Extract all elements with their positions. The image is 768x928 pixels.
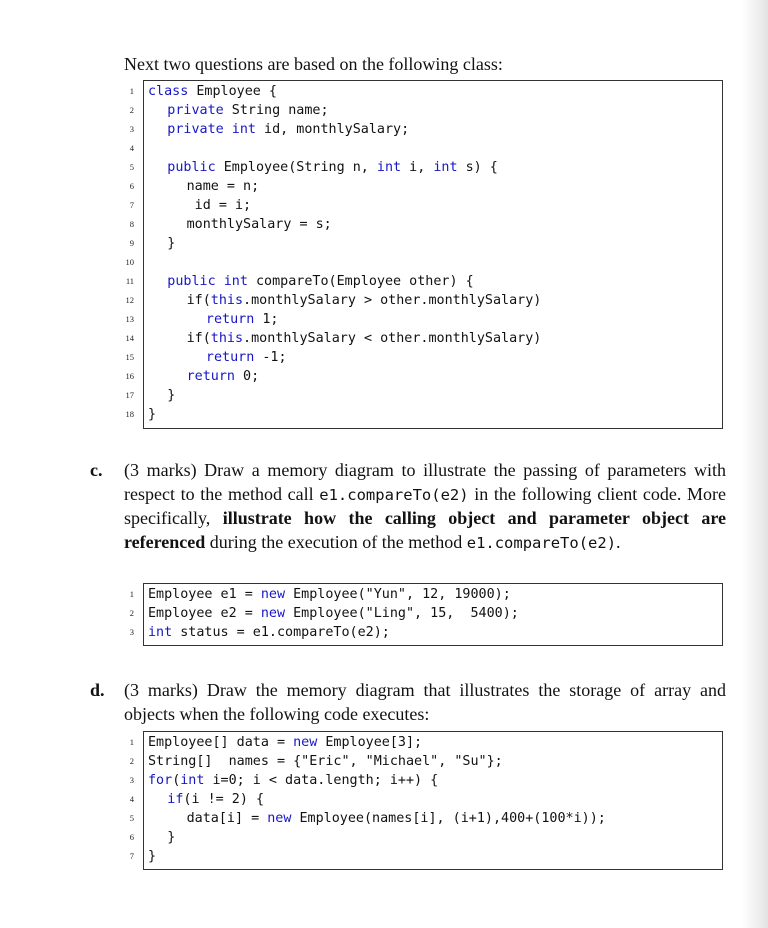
code-keyword: private int (167, 122, 256, 137)
line-number: 7 (129, 200, 134, 210)
line-number: 4 (129, 143, 134, 153)
inline-code: e1.compareTo(e2) (319, 485, 469, 504)
line-number: 17 (125, 390, 134, 400)
code-keyword: int (376, 160, 402, 175)
code-text: monthlySalary = s; (186, 217, 332, 232)
code-text: Employee[] data = (148, 735, 294, 750)
code-line (125, 310, 722, 329)
code-line (129, 733, 722, 752)
code-text: } (167, 830, 176, 845)
code-keyword: public (167, 160, 216, 175)
code-line (129, 82, 722, 101)
line-number: 13 (125, 314, 134, 324)
code-line (129, 604, 722, 623)
code-line (125, 291, 722, 310)
code-line (125, 405, 722, 424)
code-keyword: this (210, 331, 244, 346)
line-number: 1 (129, 737, 134, 747)
code-line (125, 386, 722, 405)
question-c (90, 459, 726, 555)
code-line (129, 177, 722, 196)
code-text: compareTo(Employee other) { (247, 274, 474, 289)
line-number: 9 (129, 238, 134, 248)
line-number: 1 (129, 589, 134, 599)
page-edge-shadow (742, 0, 768, 928)
question-d-label: d. (90, 680, 105, 700)
code-text: Employee[3]; (317, 735, 423, 750)
line-number: 1 (129, 86, 134, 96)
line-number: 5 (129, 162, 134, 172)
paragraph-text: (3 marks) Draw a memory diagram to illustrate the passing of parameters with respect to the method call (124, 460, 726, 504)
inline-code: e1.compareTo(e2) (466, 533, 617, 552)
code-text: 1; (254, 312, 279, 327)
question-d (90, 679, 726, 726)
code-keyword: for (148, 773, 173, 788)
code-text: 0; (234, 369, 260, 384)
code-line (125, 253, 722, 272)
code-line (125, 367, 722, 386)
paragraph-text: in the following client code. More specifically, (124, 483, 727, 528)
line-number: 12 (125, 295, 134, 305)
code-keyword: int (180, 773, 205, 788)
emphasis-text: illustrate how the calling object and parameter object are referenced (124, 508, 726, 552)
paragraph-text: (3 marks) Draw the memory diagram that illustrates the storage of array and objects when the following code executes: (124, 680, 726, 724)
code-keyword: int (433, 160, 458, 175)
code-keyword: public int (167, 274, 248, 289)
line-number: 2 (129, 756, 134, 766)
code-text: -1; (254, 350, 287, 365)
code-keyword: if (167, 792, 184, 807)
code-keyword: return (205, 350, 255, 365)
line-number: 10 (125, 257, 134, 267)
code-text: s) { (457, 160, 498, 175)
code-text: if( (186, 331, 211, 346)
intro-text: Next two questions are based on the following class: (124, 54, 503, 74)
code-line (129, 847, 722, 866)
question-c-label: c. (90, 460, 103, 480)
code-line (125, 348, 722, 367)
line-number: 11 (125, 276, 134, 286)
code-keyword: new (260, 587, 286, 602)
client-code-block (129, 583, 723, 646)
code-text: } (167, 236, 176, 251)
code-keyword: this (210, 293, 244, 308)
code-text: String name; (223, 103, 329, 118)
code-text: ( (172, 773, 181, 788)
paragraph-text: . (616, 531, 621, 552)
code-text: data[i] = (186, 811, 268, 826)
code-keyword: private (167, 103, 224, 118)
code-line (129, 101, 722, 120)
line-number: 2 (129, 608, 134, 618)
class-code-block (125, 80, 723, 429)
code-text: Employee e2 = (148, 606, 261, 621)
code-line (129, 828, 722, 847)
code-keyword: return (186, 369, 235, 384)
line-number: 14 (125, 333, 134, 343)
array-code-block (129, 731, 723, 870)
code-text: Employee("Yun", 12, 19000); (285, 587, 511, 602)
code-text: if( (186, 293, 211, 308)
code-text: id, monthlySalary; (255, 122, 410, 137)
code-line (129, 585, 722, 604)
line-number: 6 (129, 832, 134, 842)
code-text: (i != 2) { (183, 792, 265, 807)
code-text: status = e1.compareTo(e2); (172, 625, 390, 640)
question-d-text (124, 679, 726, 726)
code-text: } (148, 407, 157, 422)
line-number: 6 (129, 181, 134, 191)
code-line (129, 790, 722, 809)
code-text: id = i; (186, 198, 252, 213)
code-line (129, 234, 722, 253)
code-text: } (148, 849, 157, 864)
code-keyword: new (260, 606, 286, 621)
code-text: .monthlySalary > other.monthlySalary) (243, 293, 542, 308)
code-keyword: new (293, 735, 318, 750)
line-number: 4 (129, 794, 134, 804)
line-number: 8 (129, 219, 134, 229)
code-keyword: int (148, 625, 173, 640)
code-text: Employee(String n, (215, 160, 377, 175)
code-line (129, 120, 722, 139)
code-text: Employee e1 = (148, 587, 261, 602)
line-number: 2 (129, 105, 134, 115)
code-text: name = n; (186, 179, 260, 194)
code-line (129, 139, 722, 158)
code-text: Employee("Ling", 15, 5400); (285, 606, 519, 621)
line-number: 7 (129, 851, 134, 861)
code-line (125, 272, 722, 291)
code-line (129, 158, 722, 177)
code-keyword: return (205, 312, 255, 327)
code-text: .monthlySalary < other.monthlySalary) (243, 331, 542, 346)
code-text: i=0; i < data.length; i++) { (204, 773, 439, 788)
code-keyword: class (148, 84, 189, 99)
code-keyword: new (267, 811, 292, 826)
code-line (129, 196, 722, 215)
question-c-text (124, 459, 726, 555)
code-line (129, 809, 722, 828)
code-text: } (167, 388, 176, 403)
code-line (129, 752, 722, 771)
line-number: 3 (129, 775, 134, 785)
line-number: 5 (129, 813, 134, 823)
code-line (129, 623, 722, 642)
line-number: 15 (125, 352, 134, 362)
code-text: i, (401, 160, 434, 175)
code-line (129, 215, 722, 234)
code-line (125, 329, 722, 348)
code-line (129, 771, 722, 790)
code-text: Employee(names[i], (i+1),400+(100*i)); (291, 811, 606, 826)
code-text: String[] names = {"Eric", "Michael", "Su"}; (148, 754, 503, 769)
code-text: Employee { (188, 84, 277, 99)
line-number: 3 (129, 627, 134, 637)
paragraph-text: during the execution of the method (205, 531, 467, 552)
line-number: 3 (129, 124, 134, 134)
line-number: 18 (125, 409, 134, 419)
line-number: 16 (125, 371, 134, 381)
